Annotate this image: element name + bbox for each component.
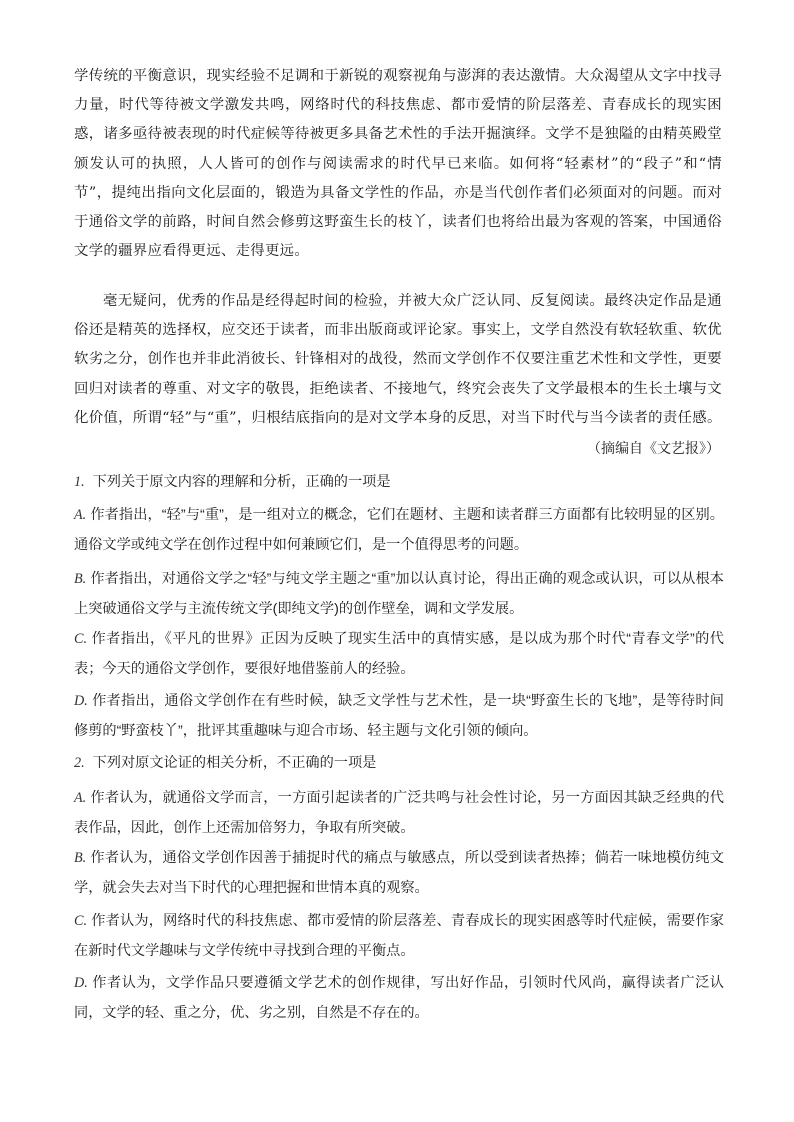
passage-paragraph-2: 毫无疑问，优秀的作品是经得起时间的检验，并被大众广泛认同、反复阅读。最终决定作品是通俗还是精英的选择权，应交还于读者，而非出版商或评论家。事实上，文学自然没有软轻软重、软优软劣之分，创作也并非此消彼长、针锋相对的战役，然而文学创作不仅要注重艺术性和文学性，更要回归对读者的尊重、对文字的敬畏，拒绝读者、不接地气，终究会丧失了文学最根本的生长土壤与文化价值，所谓“轻”与“重”，归根结底指向的是对文学本身的反思，对当下时代与当今读者的责任感。: [74, 293, 722, 426]
question-2-option-c[interactable]: [74, 906, 724, 966]
option-label: C.: [74, 631, 88, 647]
question-2-option-a[interactable]: [74, 783, 724, 843]
option-text: 作者认为，通俗文学创作因善于捕捉时代的痛点与敏感点，所以受到读者热捧；倘若一味地模仿纯文学，就会失去对当下时代的心理把握和世情本真的观察。: [74, 850, 724, 896]
question-text: 下列对原文论证的相关分析，不正确的一项是: [92, 755, 377, 771]
question-1-option-b[interactable]: [74, 564, 724, 624]
question-2-option-b[interactable]: [74, 843, 724, 903]
question-text: 下列关于原文内容的理解和分析，正确的一项是: [92, 474, 391, 490]
option-text: 作者指出，通俗文学创作在有些时候，缺乏文学性与艺术性，是一块“野蛮生长的飞地”，是等待时间修剪的“野蛮枝丫”，批评其重趣味与迎合市场、轻主题与文化引领的倾向。: [74, 693, 724, 739]
option-label: A.: [74, 790, 87, 806]
question-2-option-d[interactable]: [74, 968, 724, 1028]
question-number: 1.: [74, 474, 85, 490]
question-1-stem: [74, 472, 724, 492]
option-label: C.: [74, 913, 88, 929]
option-text: 作者认为，文学作品只要遵循文学艺术的创作规律，写出好作品，引领时代风尚，赢得读者广泛认同，文学的轻、重之分，优、劣之别，自然是不存在的。: [74, 975, 724, 1021]
passage-source: （摘编自《文艺报》）: [587, 441, 720, 457]
option-text: 作者指出，对通俗文学之“轻”与纯文学主题之“重”加以认真讨论，得出正确的观念或认识，可以从根本上突破通俗文学与主流传统文学(即纯文学)的创作壁垒，调和文学发展。: [74, 571, 724, 617]
option-label: D.: [74, 975, 88, 991]
option-text: 作者指出，“轻”与“重”，是一组对立的概念，它们在题材、主题和读者群三方面都有比较明显的区别。通俗文学或纯文学在创作过程中如何兼顾它们，是一个值得思考的问题。: [74, 507, 724, 553]
question-1-option-a[interactable]: [74, 500, 724, 560]
question-1-option-c[interactable]: [74, 624, 724, 684]
option-label: A.: [74, 507, 87, 523]
option-text: 作者指出，《平凡的世界》正因为反映了现实生活中的真情实感，是以成为那个时代“青春文学”的代表；今天的通俗文学创作，要很好地借鉴前人的经验。: [74, 631, 724, 677]
option-label: B.: [74, 850, 87, 866]
option-text: 作者认为，网络时代的科技焦虑、都市爱情的阶层落差、青春成长的现实困惑等时代症候，需要作家在新时代文学趣味与文学传统中寻找到合理的平衡点。: [74, 913, 724, 959]
question-1-option-d[interactable]: [74, 686, 724, 746]
option-label: B.: [74, 571, 87, 587]
question-2-stem: [74, 753, 724, 773]
question-number: 2.: [74, 755, 85, 771]
passage-paragraph-1: 学传统的平衡意识，现实经验不足调和于新锐的观察视角与澎湃的表达激情。大众渴望从文字中找寻力量，时代等待被文学激发共鸣，网络时代的科技焦虑、都市爱情的阶层落差、青春成长的现实困惑，诸多亟待被表现的时代症候等待被更多具备艺术性的手法开掘演绎。文学不是独隘的由精英殿堂颁发认可的执照，人人皆可的创作与阅读需求的时代早已来临。如何将“轻素材”的“段子”和“情节”，提纯出指向文化层面的，锻造为具备文学性的作品，亦是当代创作者们必须面对的问题。而对于通俗文学的前路，时间自然会修剪这野蛮生长的枝丫，读者们也将给出最为客观的答案，中国通俗文学的疆界应看得更远、走得更远。: [74, 68, 722, 260]
option-text: 作者认为，就通俗文学而言，一方面引起读者的广泛共鸣与社会性讨论，另一方面因其缺乏经典的代表作品，因此，创作上还需加倍努力，争取有所突破。: [74, 790, 724, 836]
option-label: D.: [74, 693, 88, 709]
